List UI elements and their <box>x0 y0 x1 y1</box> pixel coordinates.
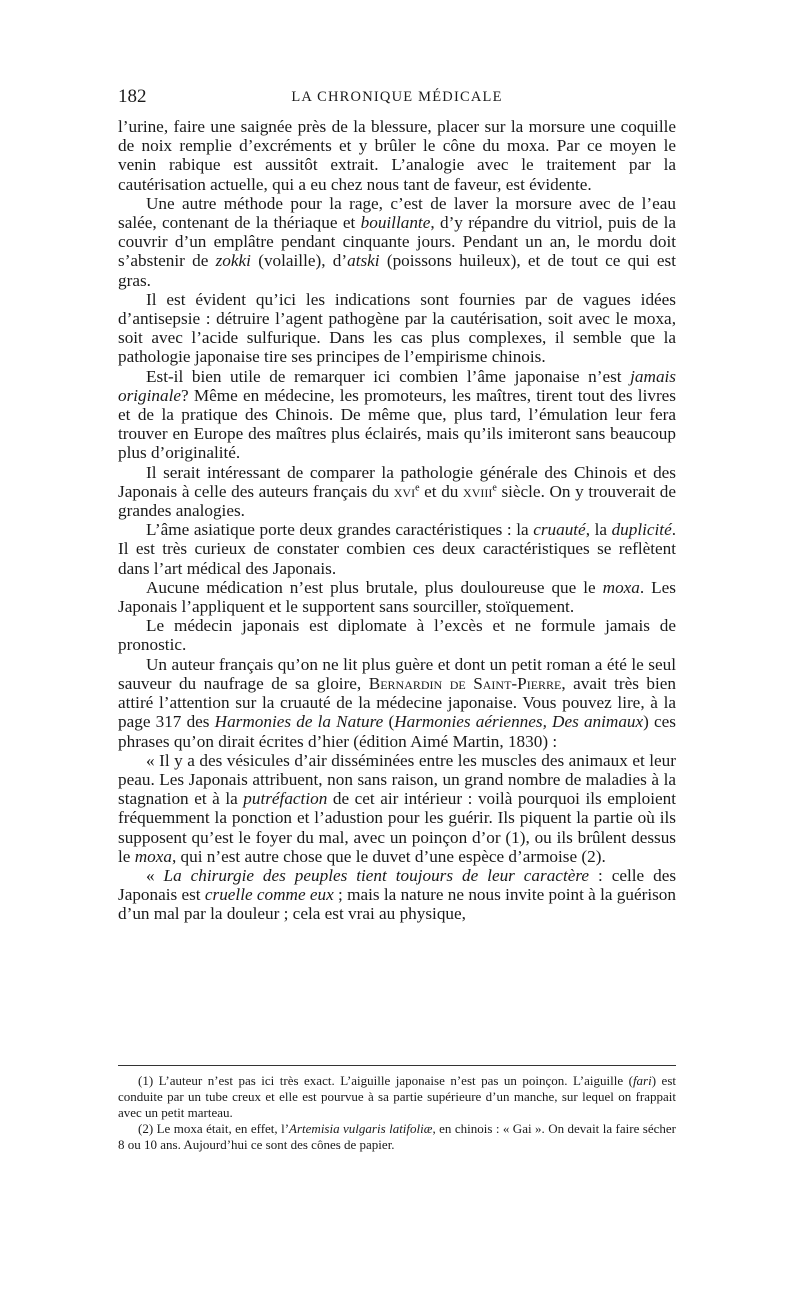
main-text <box>118 117 676 924</box>
paragraph: Il est évident qu’ici les indications sont fournies par de vagues idées d’antisepsie : détruire l’agent pathogène par la cautérisation, soit avec le moxa, soit avec l’acide sulfurique. Dans les cas plus complexes, il semble que la pathologie japonaise tire ses principes de l’empirisme chinois. <box>118 289 676 367</box>
paragraph: Aucune médication n’est plus brutale, plus douloureuse que le moxa. Les Japonais l’appliquent et le supportent sans sourciller, stoïquement. <box>118 577 676 617</box>
footnotes <box>118 1073 676 1153</box>
page-header <box>118 86 676 110</box>
running-title: LA CHRONIQUE MÉDICALE <box>291 89 503 105</box>
footnote: (1) L’auteur n’est pas ici très exact. L’aiguille japonaise n’est pas un poinçon. L’aiguille (fari) est conduite par un tube creux et elle est pourvue à sa partie supérieure d’un manche, sur lequel on frappait avec un petit marteau. <box>118 1073 676 1120</box>
paragraph: L’âme asiatique porte deux grandes caractéristiques : la cruauté, la duplicité. Il est très curieux de constater combien ces deux caractéristiques se reflètent dans l’art médical des Japonais. <box>118 520 676 578</box>
paragraph: Une autre méthode pour la rage, c’est de laver la morsure avec de l’eau salée, contenant de la thériaque et bouillante, d’y répandre du vitriol, puis de la couvrir d’un emplâtre pendant cinquante jours. Pendant un an, le mordu doit s’abstenir de zokki (volaille), d’atski (poissons huileux), et de tout ce qui est gras. <box>118 193 676 290</box>
paragraph: Un auteur français qu’on ne lit plus guère et dont un petit roman a été le seul sauveur du naufrage de sa gloire, Bernardin de Saint-Pierre, avait très bien attiré l’attention sur la cruauté de la médecine japonaise. Vous pouvez lire, à la page 317 des Harmonies de la Nature (Harmonies aériennes, Des animaux) ces phrases qu’on dirait écrites d’hier (édition Aimé Martin, 1830) : <box>118 654 677 751</box>
paragraph: l’urine, faire une saignée près de la blessure, placer sur la morsure une coquille de noix remplie d’excréments et y brûler le cône du moxa. Par ce moyen le venin rabique est aussitôt extrait. L’analogie avec le traitement par la cautérisation actuelle, qui a eu chez nous tant de faveur, est évidente. <box>118 117 676 194</box>
footnote: (2) Le moxa était, en effet, l’Artemisia vulgaris latifoliæ, en chinois : « Gai ». On devait la faire sécher 8 ou 10 ans. Aujourd’hui ce sont des cônes de papier. <box>118 1121 676 1152</box>
paragraph: Est-il bien utile de remarquer ici combien l’âme japonaise n’est jamais originale? Même en médecine, les promoteurs, les maîtres, tirent tout des livres et de la pratique des Chinois. De même que, plus tard, l’émulation leur fera trouver en Europe des maîtres plus éclairés, mais qu’ils imiteront sans beaucoup plus d’originalité. <box>118 366 676 463</box>
footnote-divider <box>118 1065 676 1066</box>
quotation: « Il y a des vésicules d’air disséminées entre les muscles des animaux et leur peau. Les Japonais attribuent, non sans raison, un grand nombre de maladies à la stagnation et à la putréfaction de cet air intérieur : voilà pourquoi ils emploient fréquemment la ponction et l’adustion pour les guérir. Ils piquent la partie où ils supposent qu’est le foyer du mal, avec un poinçon d’or (1), ou ils brûlent dessus le moxa, qui n’est autre chose que le duvet d’une espèce d’armoise (2). <box>118 750 676 866</box>
page-number: 182 <box>118 86 147 107</box>
quotation: « La chirurgie des peuples tient toujours de leur caractère : celle des Japonais est cruelle comme eux ; mais la nature ne nous invite point à la guérison d’un mal par la douleur ; cela est vrai au physique, <box>118 865 677 924</box>
paragraph: Le médecin japonais est diplomate à l’excès et ne formule jamais de pronostic. <box>118 616 676 655</box>
paragraph: Il serait intéressant de comparer la pathologie générale des Chinois et des Japonais à celle des auteurs français du xvi$^e$ et du xviii$^e$ siècle. On y trouverait de grandes analogies. <box>118 462 676 521</box>
